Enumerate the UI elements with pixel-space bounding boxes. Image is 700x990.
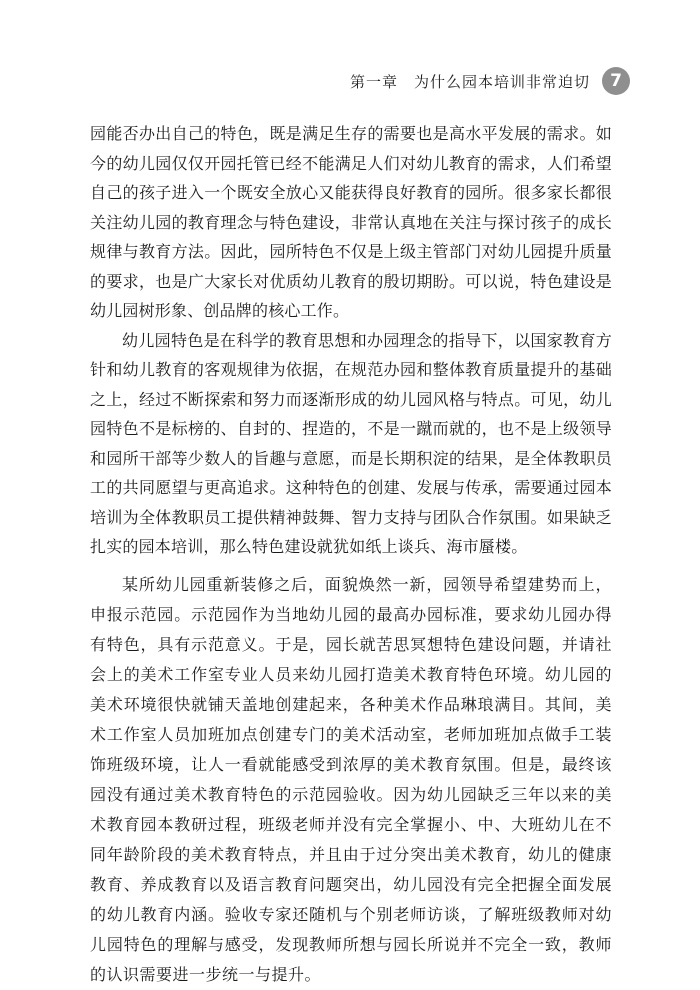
body-text — [90, 119, 612, 990]
paragraph-kindergarten-characteristics: 幼儿园特色是在科学的教育思想和办园理念的指导下，以国家教育方针和幼儿教育的客观规律为依据，在规范办园和整体教育质量提升的基础之上，经过不断探索和努力而逐渐形成的幼儿园风格与特点。可见，幼儿园特色不是标榜的、自封的、捏造的，不是一蹴而就的，也不是上级领导和园所干部等少数人的旨趣与意愿，而是长期积淀的结果，是全体教职员工的共同愿望与更高追求。这种特色的创建、发展与传承，需要通过园本培训为全体教职员工提供精神鼓舞、智力支持与团队合作氛围。如果缺乏扎实的园本培训，那么特色建设就犹如纸上谈兵、海市蜃楼。 — [90, 330, 612, 556]
chapter-title: 第一章 为什么园本培训非常迫切 — [349, 72, 590, 91]
paragraph-case-example: 某所幼儿园重新装修之后，面貌焕然一新，园领导希望建势而上，申报示范园。示范园作为当地幼儿园的最高办园标准，要求幼儿园办得有特色，具有示范意义。于是，园长就苦思冥想特色建设问题，并请社会上的美术工作室专业人员来幼儿园打造美术教育特色环境。幼儿园的美术环境很快就铺天盖地创建起来，各种美术作品琳琅满目。其间，美术工作室人员加班加点创建专门的美术活动室，老师加班加点做手工装饰班级环境，让人一看就能感受到浓厚的美术教育氛围。但是，最终该园没有通过美术教育特色的示范园验收。因为幼儿园缺乏三年以来的美术教育园本教研过程，班级老师并没有完全掌握小、中、大班幼儿在不同年龄阶段的美术教育特点，并且由于过分突出美术教育，幼儿的健康教育、养成教育以及语言教育问题突出，幼儿园没有完全把握全面发展的幼儿教育内涵。验收专家还随机与个别老师访谈，了解班级教师对幼儿园特色的理解与感受，发现教师所想与园长所说并不完全一致，教师的认识需要进一步统一与提升。 — [90, 574, 612, 984]
page-number-badge: 7 — [602, 67, 630, 95]
paragraph-continued: 园能否办出自己的特色，既是满足生存的需要也是高水平发展的需求。如今的幼儿园仅仅开园托管已经不能满足人们对幼儿教育的需求，人们希望自己的孩子进入一个既安全放心又能获得良好教育的园所。很多家长都很关注幼儿园的教育理念与特色建设，非常认真地在关注与探讨孩子的成长规律与教育方法。因此，园所特色不仅是上级主管部门对幼儿园提升质量的要求，也是广大家长对优质幼儿教育的殷切期盼。可以说，特色建设是幼儿园树形象、创品牌的核心工作。 — [90, 124, 612, 320]
page-header — [350, 66, 630, 96]
